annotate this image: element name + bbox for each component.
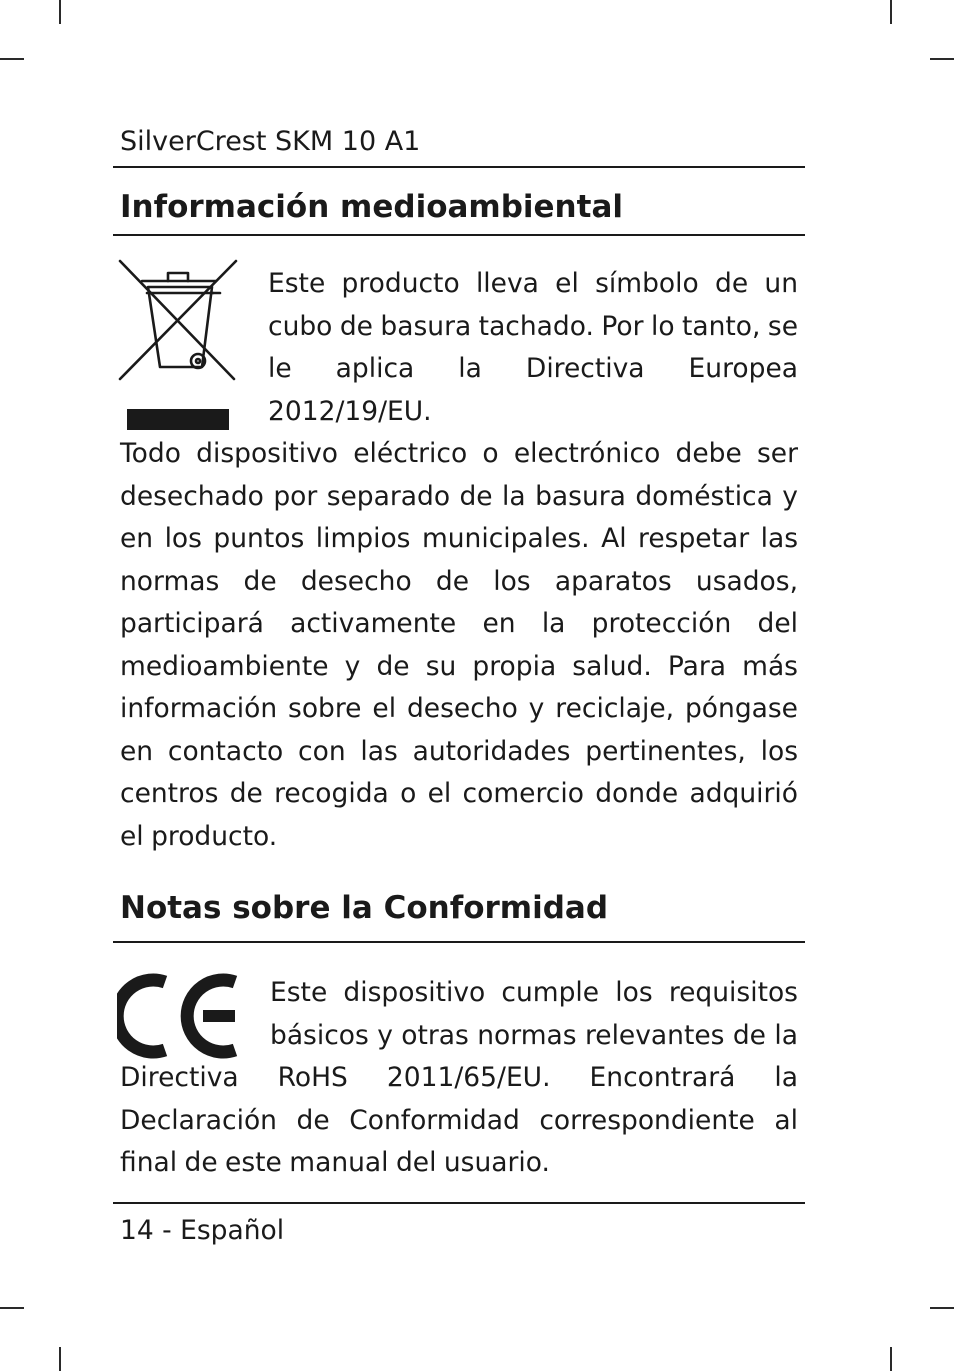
crop-mark-top-left <box>59 0 61 24</box>
ce-mark-icon <box>117 973 241 1059</box>
section-heading-environment: Información medioambiental <box>120 189 623 225</box>
page-number: 14 - Español <box>120 1215 285 1246</box>
crop-mark-left-bottom <box>0 1307 24 1309</box>
section-rule-conformity <box>113 941 805 943</box>
crop-mark-top-right <box>890 0 892 24</box>
environment-body-text: Todo dispositivo eléctrico o electrónico debe ser desechado por separado de la basura doméstica y en los puntos limpios municipales. Al respetar las normas de desecho de los aparatos usados, participará activamente en la protección del medioambiente y de su propia salud. Para más información sobre el desecho y reciclaje, póngase en contacto con las autoridades pertinentes, los centros de recogida o el comercio donde adquirió el producto. <box>120 438 798 852</box>
crop-mark-left-top <box>0 58 24 60</box>
crop-mark-bottom-right <box>890 1347 892 1371</box>
crop-mark-right-bottom <box>930 1307 954 1309</box>
crossed-out-wheelie-bin-icon <box>116 257 240 433</box>
conformity-intro-text: Este dispositivo cumple los requisitos básicos y otras normas relevantes de la <box>270 977 798 1051</box>
header-rule <box>113 166 805 168</box>
section-heading-conformity: Notas sobre la Conformidad <box>120 890 609 926</box>
running-header: SilverCrest SKM 10 A1 <box>120 126 421 157</box>
environment-intro-text: Este producto lleva el símbolo de un cubo de basura tachado. Por lo tanto, se le aplica la Directiva Europea 2012/19/EU. <box>268 268 798 427</box>
section-rule-environment <box>113 234 805 236</box>
crop-mark-bottom-left <box>59 1347 61 1371</box>
crop-mark-right-top <box>930 58 954 60</box>
conformity-body-text: Directiva RoHS 2011/65/EU. Encontrará la Declaración de Conformidad correspondiente al final de este manual del usuario. <box>120 1062 798 1178</box>
footer-rule <box>113 1202 805 1204</box>
